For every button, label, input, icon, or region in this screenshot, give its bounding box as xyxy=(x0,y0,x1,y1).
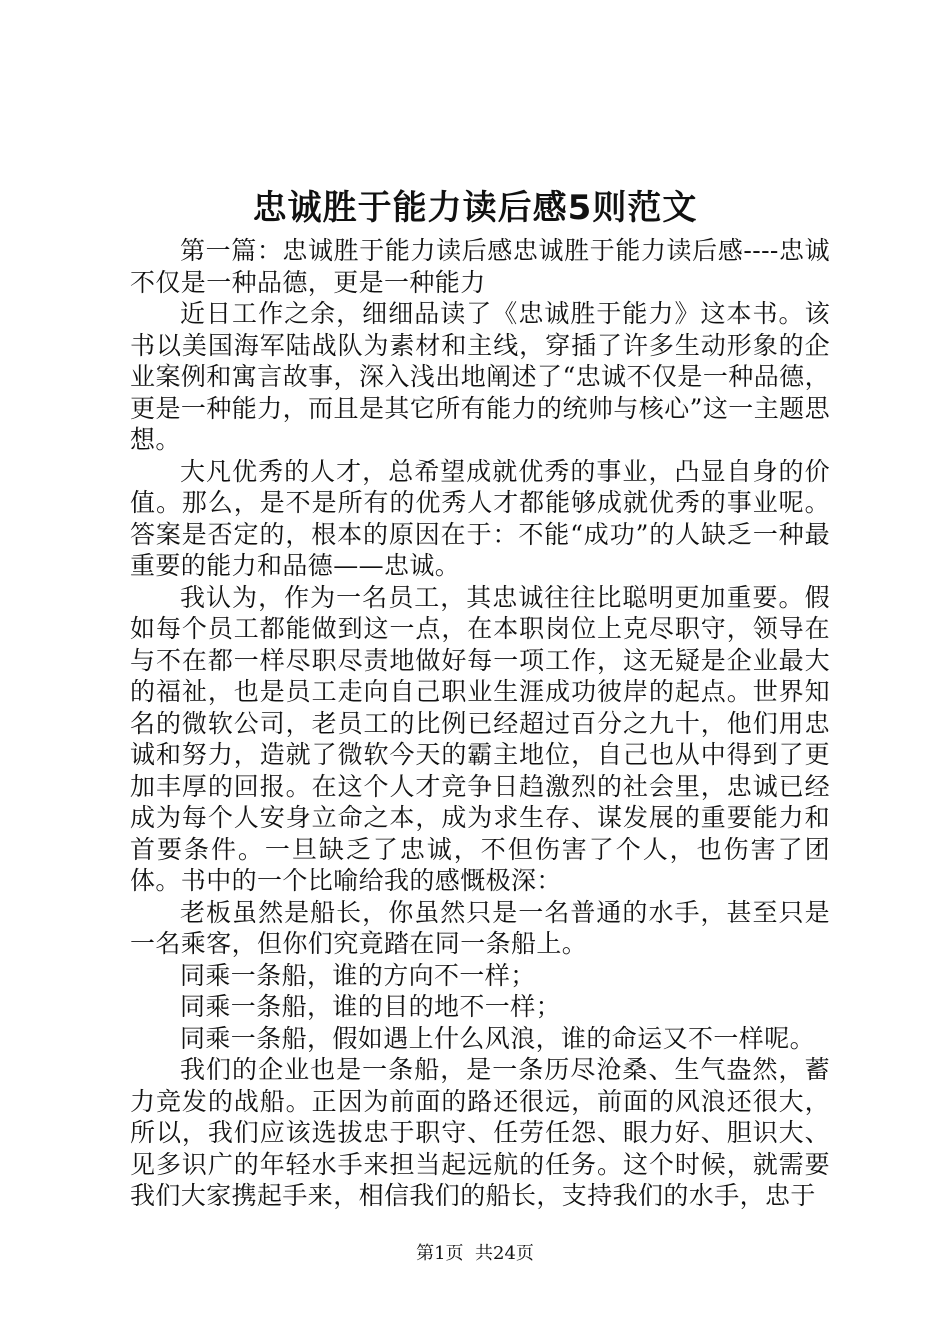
page-number: 第1页 xyxy=(416,1243,464,1264)
paragraph-4: 我认为，作为一名员工，其忠诚往往比聪明更加重要。假如每个员工都能做到这一点，在本职岗位上克尽职守，领导在与不在都一样尽职尽责地做好每一项工作，这无疑是企业最大的福祉，也是员工走向自己职业生涯成功彼岸的起点。世界知名的微软公司，老员工的比例已经超过百分之九十，他们用忠诚和努力，造就了微软今天的霸主地位，自己也从中得到了更加丰厚的回报。在这个人才竞争日趋激烈的社会里，忠诚已经成为每个人安身立命之本，成为求生存、谋发展的重要能力和首要条件。一旦缺乏了忠诚，不但伤害了个人，也伤害了团体。书中的一个比喻给我的感慨极深： xyxy=(130,582,830,895)
paragraph-7: 同乘一条船，谁的目的地不一样； xyxy=(180,992,562,1021)
paragraph-3: 大凡优秀的人才，总希望成就优秀的事业，凸显自身的价值。那么，是不是所有的优秀人才都能够成就优秀的事业呢。答案是否定的，根本的原因在于：不能“成功”的人缺乏一种最重要的能力和品德——忠诚。 xyxy=(130,456,830,580)
document-title: 忠诚胜于能力读后感5则范文 xyxy=(252,188,698,228)
page-footer xyxy=(0,1241,950,1267)
paragraph-5: 老板虽然是船长，你虽然只是一名普通的水手，甚至只是一名乘客，但你们究竟踏在同一条船上。 xyxy=(130,897,830,958)
paragraph-6: 同乘一条船，谁的方向不一样； xyxy=(180,960,536,990)
page-total: 共24页 xyxy=(475,1243,534,1264)
paragraph-9: 我们的企业也是一条船，是一条历尽沧桑、生气盎然，蓄力竞发的战船。正因为前面的路还很远，前面的风浪还很大，所以，我们应该选拔忠于职守、任劳任怨、眼力好、胆识大、见多识广的年轻水手来担当起远航的任务。这个时候，就需要我们大家携起手来，相信我们的船长，支持我们的水手，忠于 xyxy=(130,1055,830,1210)
document-body xyxy=(130,235,830,1212)
paragraph-2: 近日工作之余，细细品读了《忠诚胜于能力》这本书。该书以美国海军陆战队为素材和主线，穿插了许多生动形象的企业案例和寓言故事，深入浅出地阐述了“忠诚不仅是一种品德，更是一种能力，而且是其它所有能力的统帅与核心”这一主题思想。 xyxy=(130,299,830,454)
paragraph-1: 第一篇：忠诚胜于能力读后感忠诚胜于能力读后感----忠诚不仅是一种品德，更是一种能力 xyxy=(130,236,830,297)
paragraph-8: 同乘一条船，假如遇上什么风浪，谁的命运又不一样呢。 xyxy=(180,1023,816,1053)
